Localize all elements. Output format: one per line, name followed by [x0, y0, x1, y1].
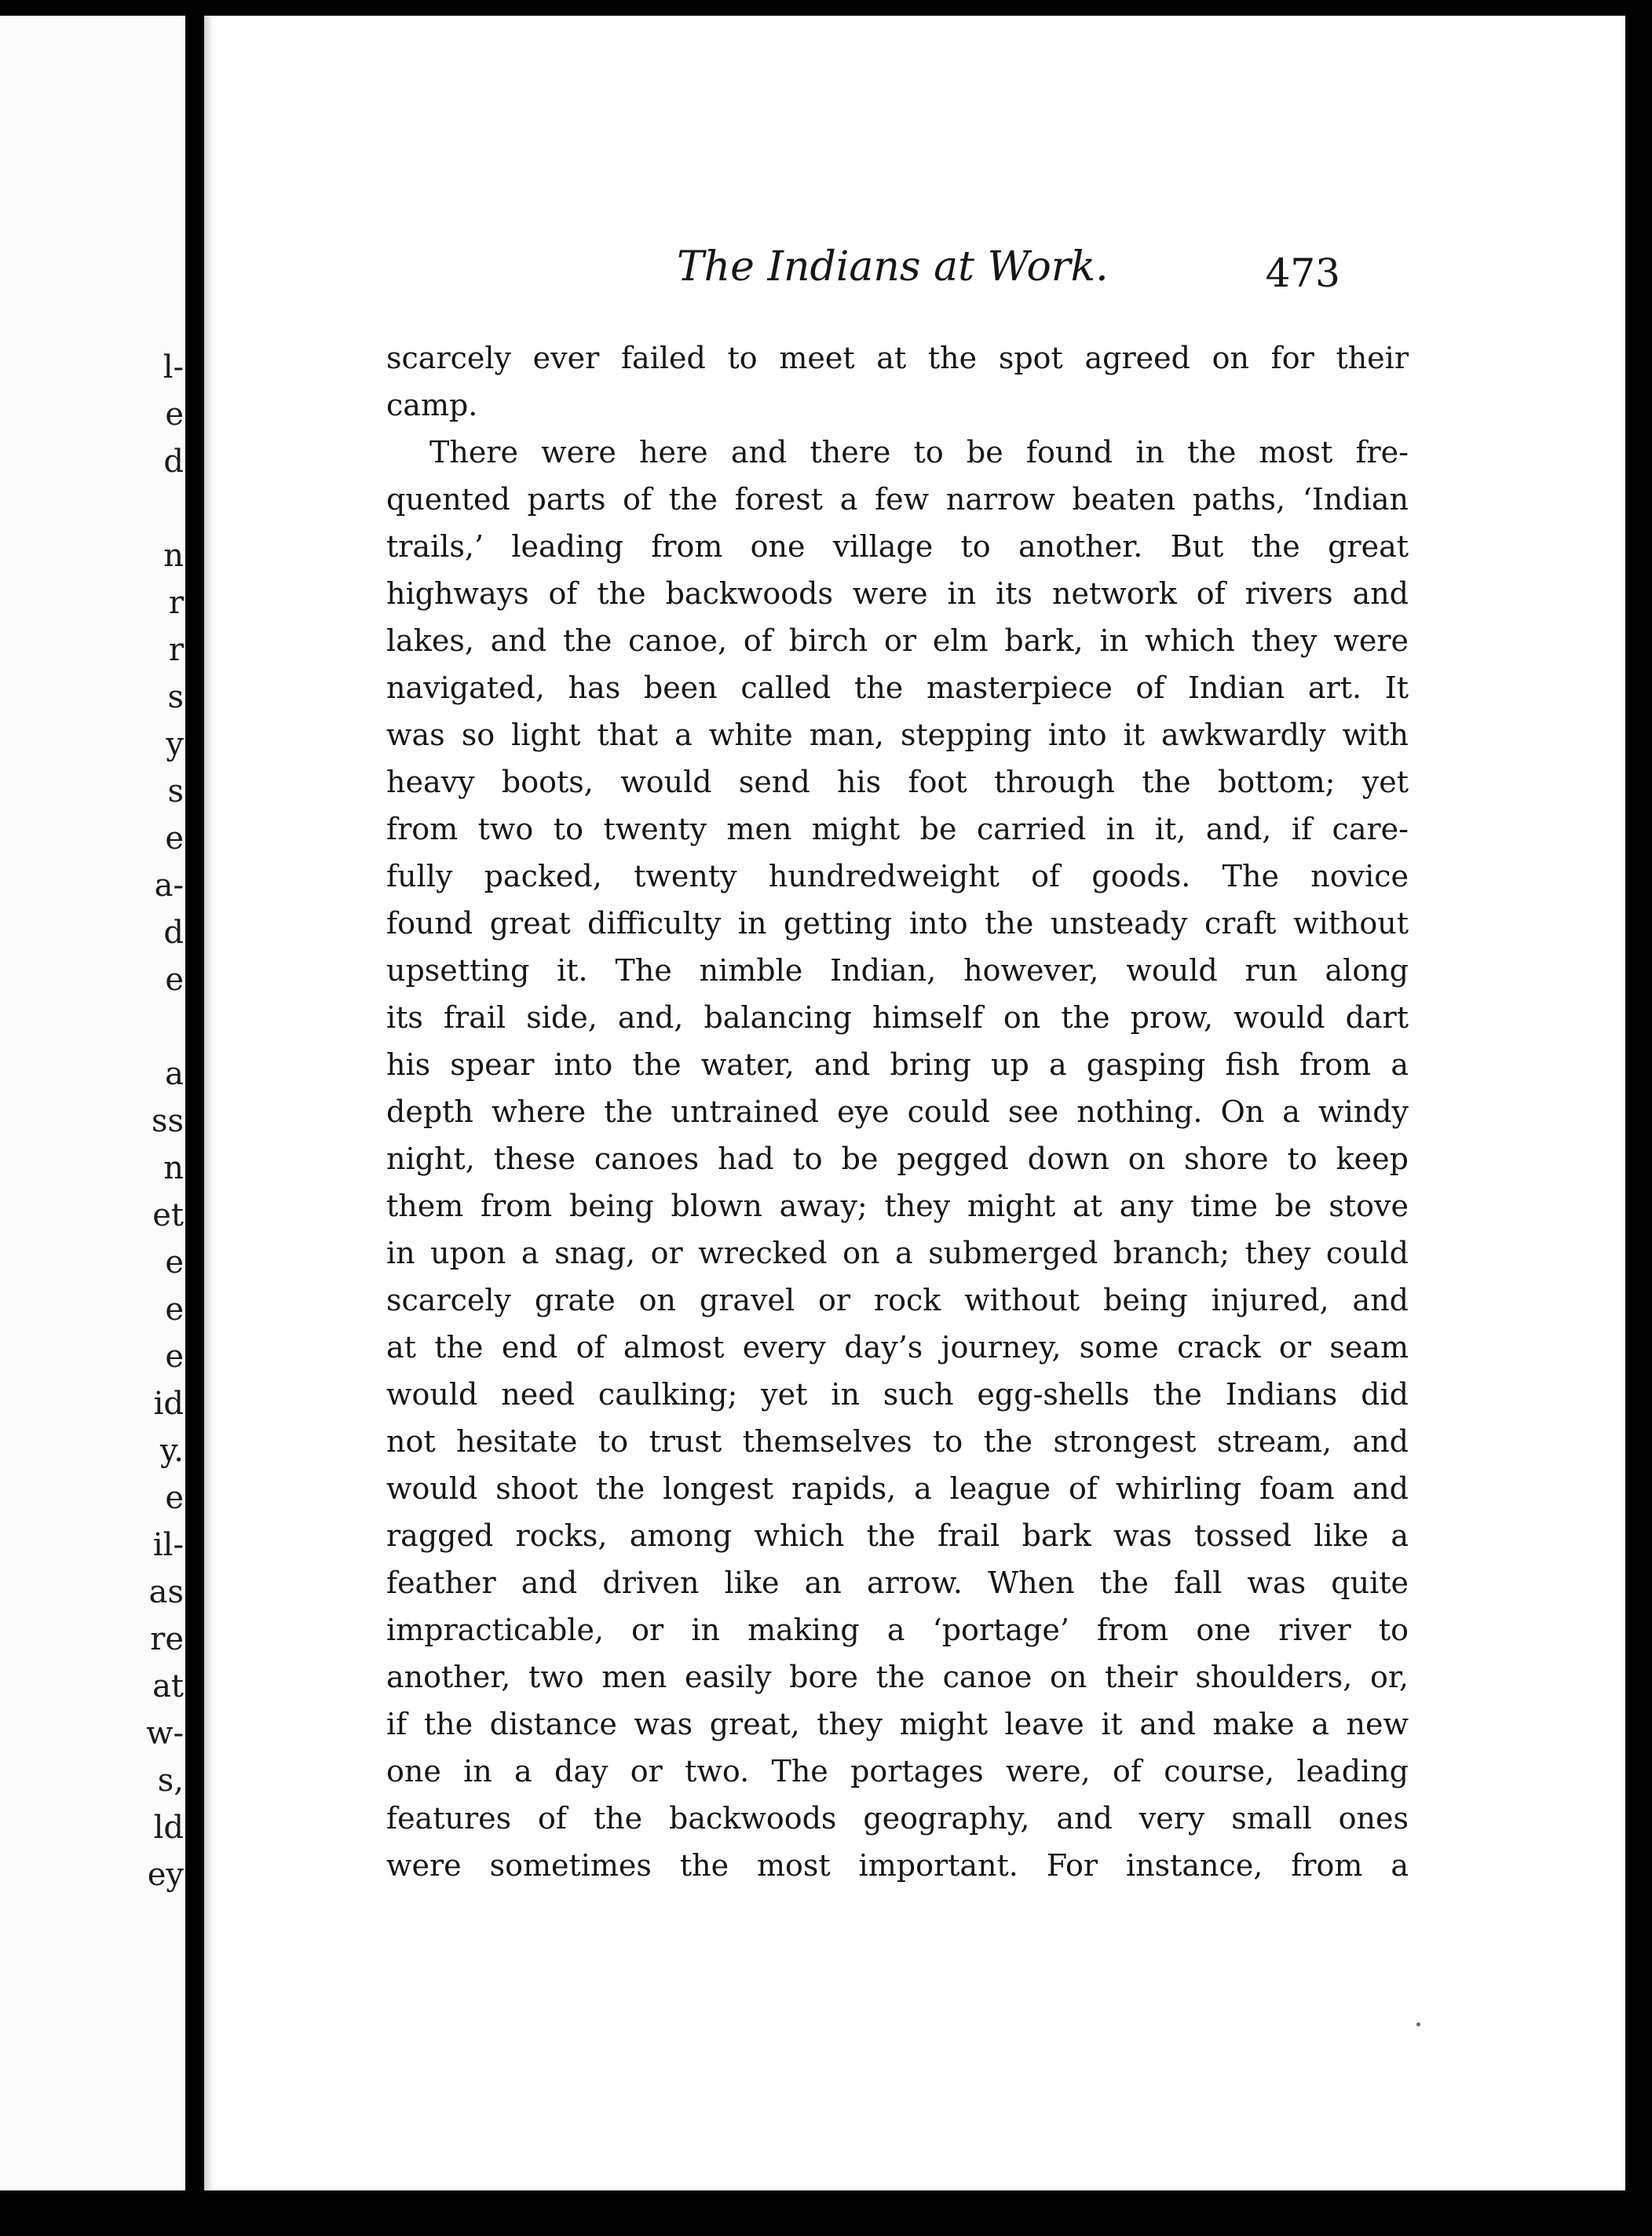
text-line: features of the backwoods geography, and very small ones [386, 1801, 1409, 1836]
text-line: one in a day or two. The portages were, of course, leading [386, 1754, 1409, 1788]
left-page-fragment: e [165, 1480, 184, 1516]
running-head: The Indians at Work. [677, 243, 1109, 290]
text-line: in upon a snag, or wrecked on a submerged branch; they could [386, 1236, 1409, 1270]
text-line: heavy boots, would send his foot through the bottom; yet [386, 765, 1409, 799]
text-line: ragged rocks, among which the frail bark was tossed like a [386, 1518, 1409, 1553]
left-page-fragment: e [165, 820, 184, 857]
text-line: upsetting it. The nimble Indian, however, would run along [386, 953, 1409, 988]
text-line: another, two men easily bore the canoe on their shoulders, or, [386, 1660, 1409, 1694]
text-line: scarcely ever failed to meet at the spot agreed on for their [386, 341, 1409, 375]
scan-speck [1416, 2022, 1420, 2026]
left-page-fragment: ss [151, 1103, 184, 1139]
text-line: were sometimes the most important. For instance, from a [386, 1848, 1409, 1883]
left-page-fragment: y. [160, 1433, 184, 1469]
gutter-shadow [204, 16, 214, 2190]
left-page-fragment: s [167, 679, 184, 715]
left-page-fragment: et [152, 1197, 184, 1233]
left-page-fragment: e [165, 1339, 184, 1375]
text-line: depth where the untrained eye could see nothing. On a windy [386, 1094, 1409, 1129]
text-line: camp. [386, 388, 478, 422]
left-page-fragment: a [165, 1056, 184, 1092]
text-line: would shoot the longest rapids, a league of whirling foam and [386, 1471, 1409, 1506]
page-number: 473 [1265, 250, 1340, 296]
text-line: trails,’ leading from one village to another. But the great [386, 529, 1409, 564]
left-page-edge [0, 16, 188, 2190]
text-line: if the distance was great, they might leave it and make a new [386, 1707, 1409, 1741]
text-line: quented parts of the forest a few narrow beaten paths, ‘Indian [386, 482, 1409, 517]
scan-border-top [0, 0, 1652, 16]
left-page-fragment: e [165, 1292, 184, 1328]
text-line: his spear into the water, and bring up a gasping fish from a [386, 1047, 1409, 1082]
left-page-fragment: n [163, 1150, 184, 1186]
left-page-fragment: il- [152, 1527, 184, 1563]
text-line: night, these canoes had to be pegged down on shore to keep [386, 1142, 1409, 1176]
left-page-fragment: ld [153, 1810, 184, 1846]
text-line: was so light that a white man, stepping into it awkwardly with [386, 718, 1409, 752]
text-line: fully packed, twenty hundredweight of goods. The novice [386, 859, 1409, 893]
book-gutter [185, 0, 204, 2236]
page-header [386, 236, 1407, 298]
text-line: from two to twenty men might be carried in it, and, if care- [386, 812, 1409, 846]
text-line: highways of the backwoods were in its network of rivers and [386, 576, 1409, 611]
left-page-fragment: y [166, 726, 184, 762]
text-line: found great difficulty in getting into the unsteady craft without [386, 906, 1409, 941]
left-page-fragment: e [165, 1244, 184, 1281]
text-line: navigated, has been called the masterpiece of Indian art. It [386, 670, 1409, 705]
text-line: not hesitate to trust themselves to the strongest stream, and [386, 1424, 1409, 1459]
text-line: impracticable, or in making a ‘portage’ from one river to [386, 1613, 1409, 1647]
left-page-fragment: r [168, 632, 184, 668]
left-page-fragment: at [152, 1668, 184, 1704]
left-page-fragment: n [163, 538, 184, 574]
left-page-fragment: d [163, 915, 184, 951]
left-page-fragment: w- [146, 1715, 184, 1752]
text-line: There were here and there to be found in the most fre- [429, 435, 1409, 469]
left-page-fragment: ey [147, 1857, 184, 1893]
left-page-fragment: r [168, 585, 184, 621]
text-line: feather and driven like an arrow. When the fall was quite [386, 1566, 1409, 1600]
left-page-fragment: s, [157, 1763, 184, 1799]
left-page-fragment: e [165, 962, 184, 998]
text-line: lakes, and the canoe, of birch or elm bark, in which they were [386, 623, 1409, 658]
left-page-fragment: d [163, 444, 184, 480]
left-page-fragment: e [165, 396, 184, 433]
left-page-fragment: s [167, 773, 184, 809]
scan-border-right [1625, 0, 1652, 2236]
left-page-fragment: re [150, 1621, 184, 1657]
text-line: them from being blown away; they might at any time be stove [386, 1189, 1409, 1223]
left-page-fragment: a- [154, 868, 184, 904]
text-line: would need caulking; yet in such egg-shells the Indians did [386, 1377, 1409, 1412]
text-line: its frail side, and, balancing himself on the prow, would dart [386, 1000, 1409, 1035]
scan-border-bottom [0, 2190, 1652, 2236]
text-line: at the end of almost every day’s journey, some crack or seam [386, 1330, 1409, 1365]
body-text [386, 334, 1409, 1889]
left-page-fragment: as [148, 1574, 184, 1610]
left-page-fragment: id [153, 1386, 184, 1422]
left-page-fragment: l- [163, 349, 184, 385]
text-line: scarcely grate on gravel or rock without being injured, and [386, 1283, 1409, 1317]
